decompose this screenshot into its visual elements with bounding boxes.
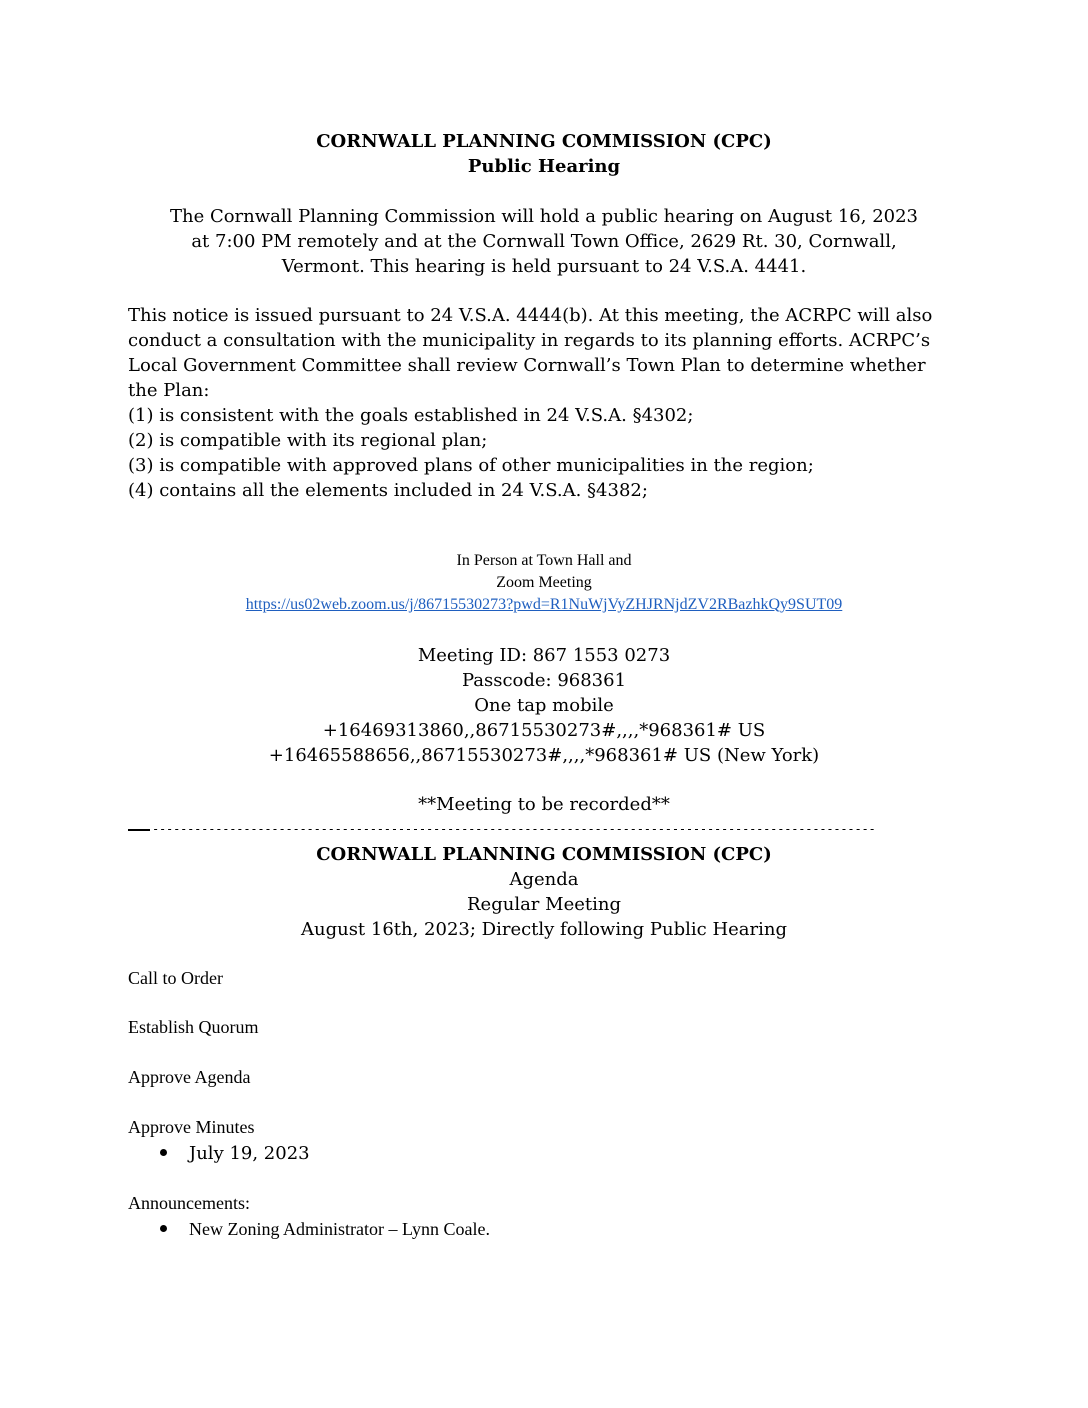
notice-item-1: (1) is consistent with the goals established in 24 V.S.A. §4302;	[128, 405, 694, 426]
hearing-header	[0, 129, 1088, 179]
one-tap-label: One tap mobile	[474, 695, 614, 716]
notice-item-4: (4) contains all the elements included in 24 V.S.A. §4382;	[128, 480, 648, 501]
hearing-title: CORNWALL PLANNING COMMISSION (CPC)	[316, 131, 772, 152]
meeting-id: Meeting ID: 867 1553 0273	[417, 645, 671, 666]
zoom-link[interactable]: https://us02web.zoom.us/j/86715530273?pwd=R1NuWjVyZHJRNjdZV2RBazhkQy9SUT09	[245, 596, 843, 613]
recorded-text: **Meeting to be recorded**	[418, 794, 670, 815]
intro-line-2: at 7:00 PM remotely and at the Cornwall Town Office, 2629 Rt. 30, Cornwall,	[191, 231, 897, 252]
notice-line-3: Local Government Committee shall review Cornwall’s Town Plan to determine whether	[128, 355, 926, 376]
location-line-1: In Person at Town Hall and	[456, 552, 632, 569]
intro-line-1: The Cornwall Planning Commission will hold a public hearing on August 16, 2023	[169, 206, 919, 227]
announcement-text: New Zoning Administrator – Lynn Coale.	[189, 1219, 490, 1239]
agenda-title: CORNWALL PLANNING COMMISSION (CPC)	[316, 844, 772, 865]
agenda-approve-minutes: Approve Minutes	[128, 1117, 255, 1137]
agenda-establish-quorum: Establish Quorum	[128, 1017, 259, 1037]
meeting-location	[0, 550, 1088, 616]
phone-number-1: +16469313860,,86715530273#,,,,*968361# US	[322, 720, 766, 741]
notice-line-1: This notice is issued pursuant to 24 V.S.A. 4444(b). At this meeting, the ACRPC will also	[128, 305, 933, 326]
notice-item-2: (2) is compatible with its regional plan;	[128, 430, 488, 451]
notice-item-3: (3) is compatible with approved plans of other municipalities in the region;	[128, 455, 814, 476]
passcode: Passcode: 968361	[461, 670, 627, 691]
agenda-date: August 16th, 2023; Directly following Public Hearing	[300, 919, 788, 940]
location-line-2: Zoom Meeting	[496, 574, 592, 591]
agenda-announcements: Announcements:	[128, 1193, 250, 1213]
intro-line-3: Vermont. This hearing is held pursuant to 24 V.S.A. 4441.	[281, 256, 807, 277]
divider-lead	[128, 829, 150, 831]
hearing-notice	[128, 303, 948, 503]
notice-line-4: the Plan:	[128, 380, 210, 401]
recording-notice	[0, 792, 1088, 817]
hearing-subtitle: Public Hearing	[467, 156, 621, 177]
divider-dashes: -------------------------------------------------------------------------------------------------------	[152, 822, 876, 836]
bullet-icon	[160, 1149, 167, 1156]
meeting-credentials	[0, 643, 1088, 768]
notice-line-2: conduct a consultation with the municipality in regards to its planning efforts. ACRPC’s	[128, 330, 931, 351]
agenda-approve-agenda: Approve Agenda	[128, 1067, 251, 1087]
minutes-date: July 19, 2023	[189, 1143, 310, 1164]
phone-number-2: +16465588656,,86715530273#,,,,*968361# US (New York)	[268, 745, 820, 766]
hearing-intro	[0, 204, 1088, 279]
agenda-meeting-type: Regular Meeting	[467, 894, 621, 915]
announcement-bullet-item	[160, 1217, 490, 1242]
agenda-call-to-order: Call to Order	[128, 968, 223, 988]
minutes-bullet-item	[160, 1141, 310, 1166]
bullet-icon	[160, 1225, 167, 1232]
agenda-header	[0, 842, 1088, 942]
section-divider	[128, 820, 884, 838]
agenda-subtitle: Agenda	[509, 869, 579, 890]
